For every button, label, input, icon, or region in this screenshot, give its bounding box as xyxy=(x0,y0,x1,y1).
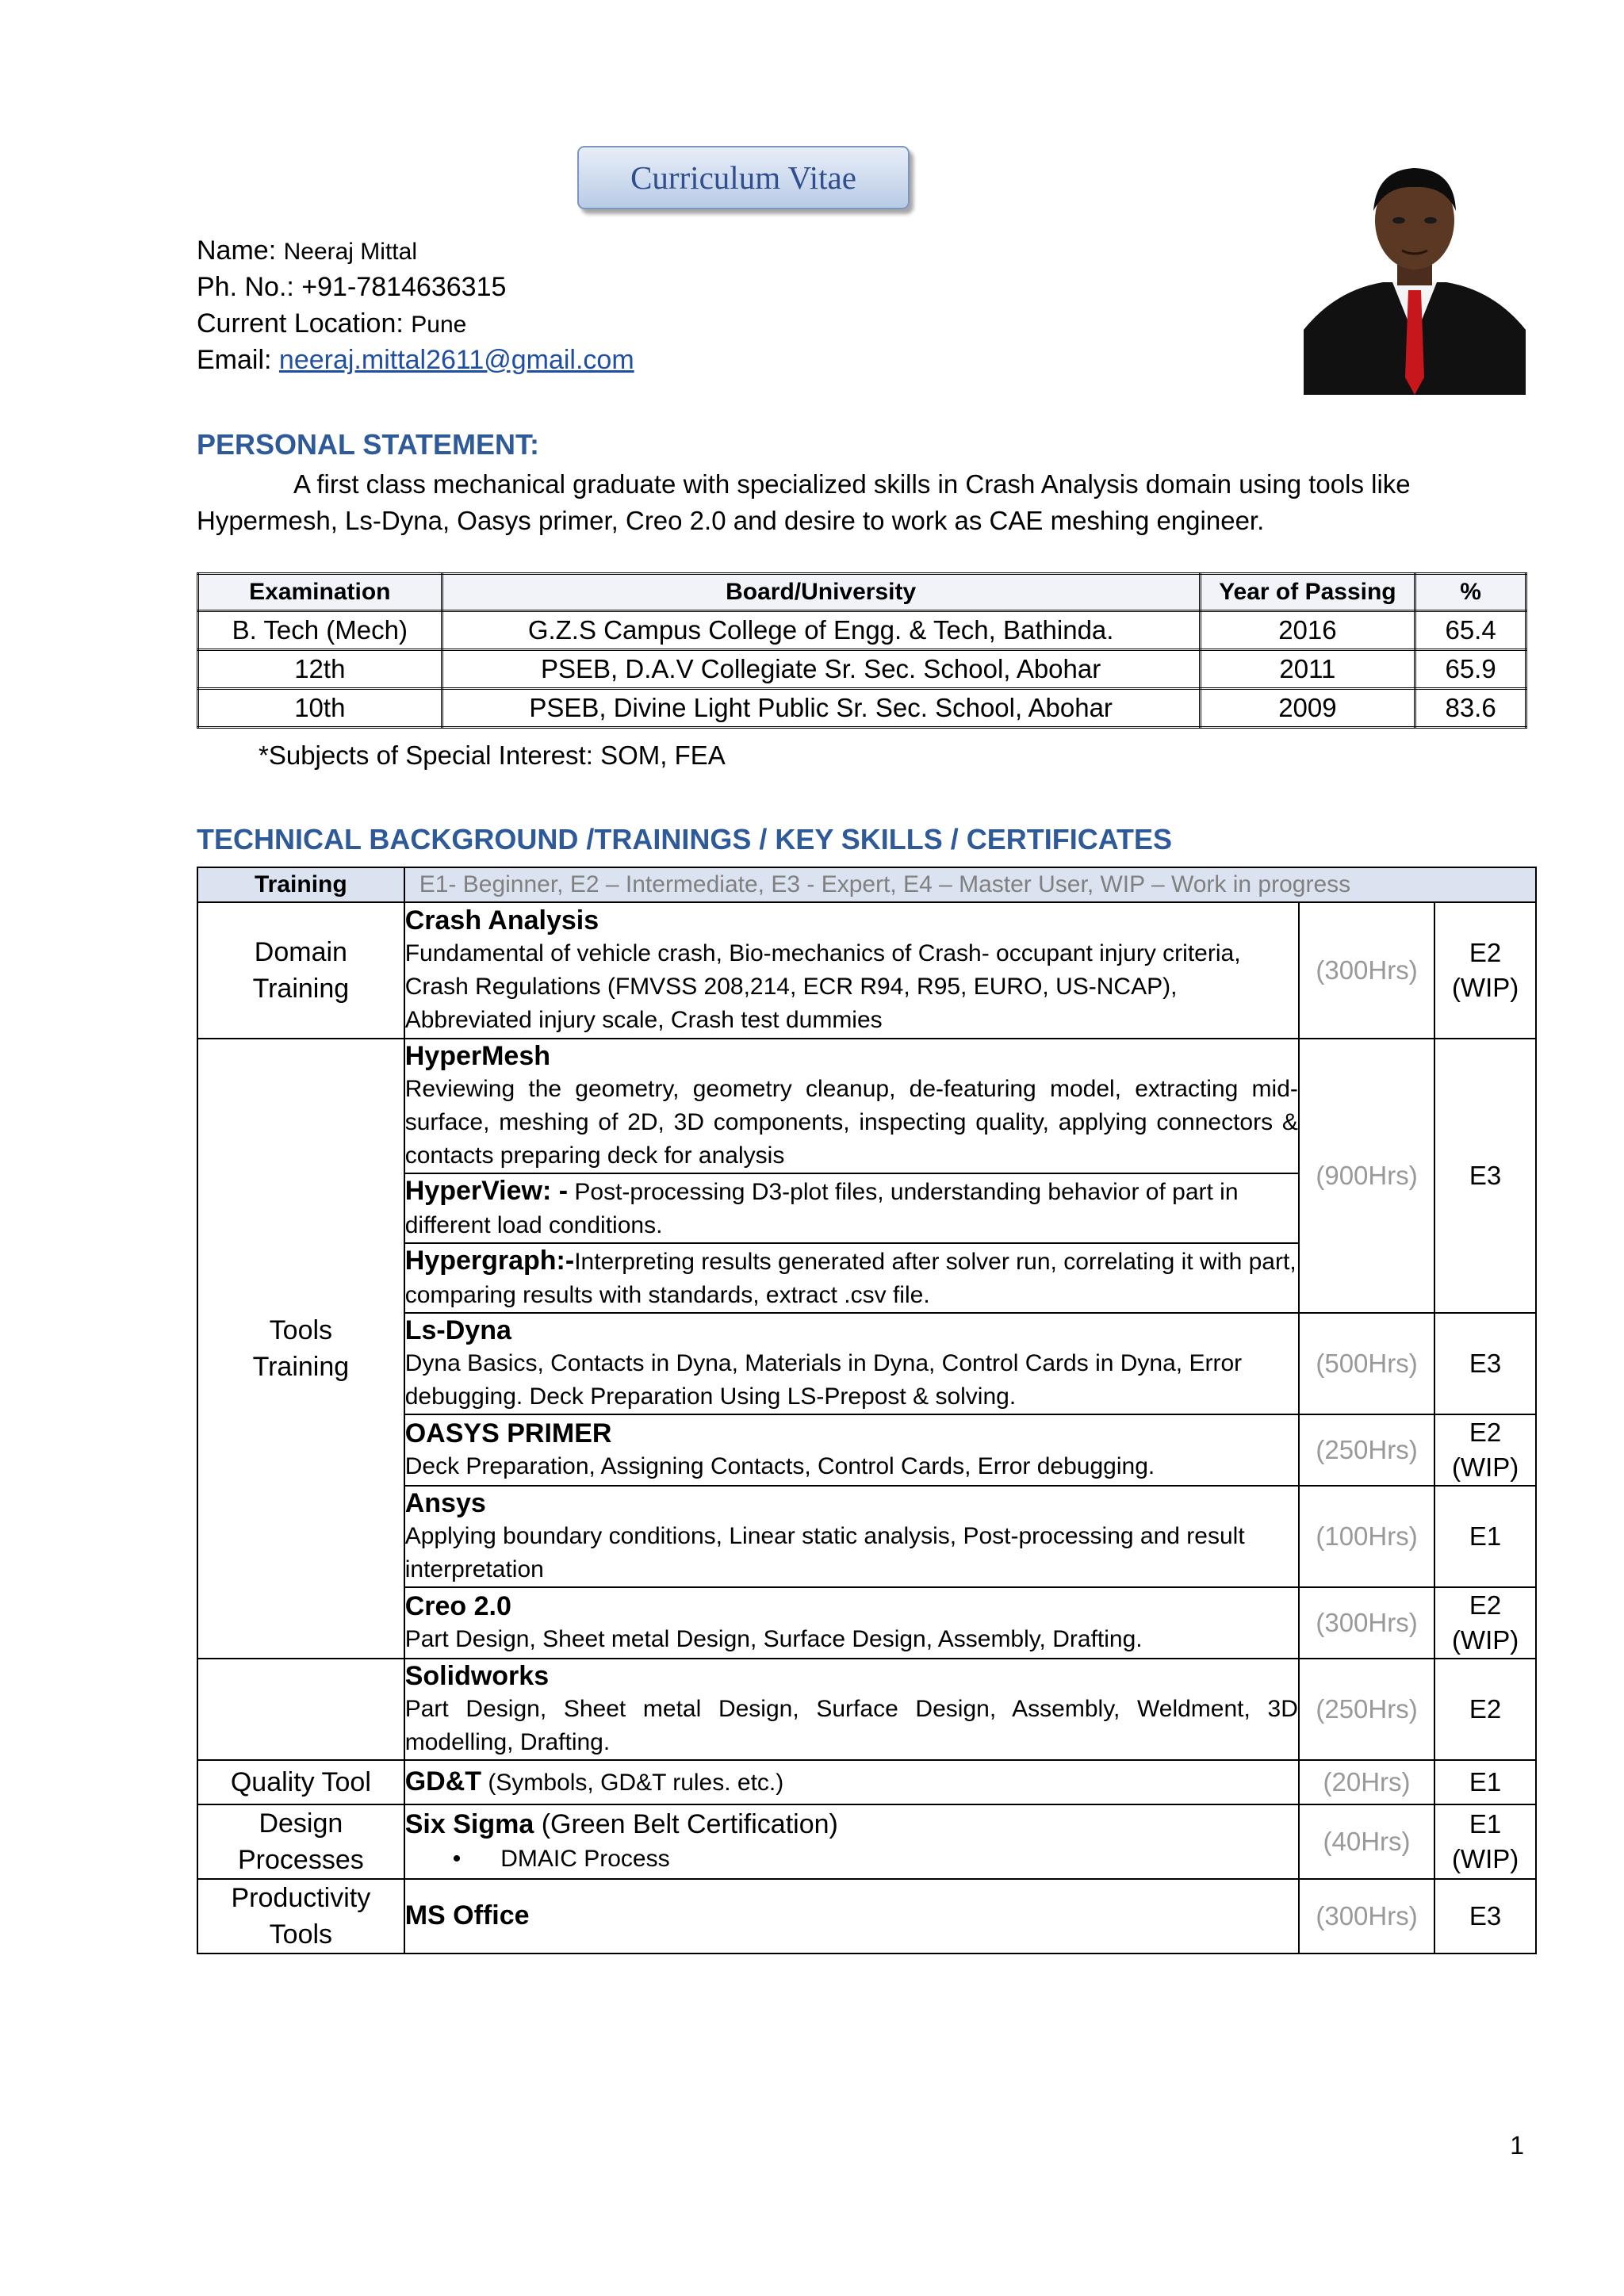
year-cell: 2016 xyxy=(1200,611,1415,650)
ansys-cell xyxy=(404,1486,1299,1587)
crash-analysis-cell xyxy=(404,902,1299,1039)
six-sigma-level: E1 (WIP) xyxy=(1434,1804,1536,1879)
hypermesh-body: Reviewing the geometry, geometry cleanup, de-featuring model, extracting mid-surface, meshing of 2D, 3D components, inspecting quality, applying connectors & contacts preparing deck for analysis xyxy=(404,1076,1298,1169)
technical-header-row xyxy=(197,867,1536,902)
personal-statement-heading: PERSONAL STATEMENT: xyxy=(197,428,540,461)
productivity-tools-category: Productivity Tools xyxy=(197,1879,404,1954)
tools-training-category: Tools Training xyxy=(197,1039,404,1659)
board-cell: G.Z.S Campus College of Engg. & Tech, Bathinda. xyxy=(442,611,1200,650)
name-label: Name: xyxy=(197,235,277,266)
cv-title-box xyxy=(577,146,910,209)
gdt-cell xyxy=(404,1760,1299,1804)
table-row xyxy=(198,650,1526,689)
crash-analysis-body: Fundamental of vehicle crash, Bio-mechanics of Crash- occupant injury criteria, Crash Regulations (FMVSS 208,214, ECR R94, R95, EURO, US-NCAP), Abbreviated injury scale, Crash test dummies xyxy=(404,940,1241,1033)
lsdyna-level: E3 xyxy=(1434,1313,1536,1414)
creo-hours: (300Hrs) xyxy=(1299,1587,1434,1659)
cv-title: Curriculum Vitae xyxy=(630,159,856,196)
creo-body: Part Design, Sheet metal Design, Surface Design, Assembly, Drafting. xyxy=(404,1626,1143,1652)
domain-training-category: Domain Training xyxy=(197,902,404,1039)
oasys-title: OASYS PRIMER xyxy=(404,1418,612,1448)
contact-location xyxy=(197,308,466,341)
creo-cell xyxy=(404,1587,1299,1659)
name-value: Neeraj Mittal xyxy=(283,239,417,265)
hypergraph-title: Hypergraph:- xyxy=(404,1246,575,1276)
six-sigma-cell xyxy=(404,1804,1299,1879)
oasys-hours: (250Hrs) xyxy=(1299,1414,1434,1486)
exam-cell: B. Tech (Mech) xyxy=(198,611,442,650)
gdt-hours: (20Hrs) xyxy=(1299,1760,1434,1804)
hypermesh-row xyxy=(197,1039,1536,1173)
hypergraph-body: Interpreting results generated after solver run, correlating it with part, comparing results with standards, extract .csv file. xyxy=(404,1249,1297,1308)
domain-training-row xyxy=(197,902,1536,1039)
six-sigma-title: Six Sigma xyxy=(404,1809,534,1839)
design-processes-category: Design Processes xyxy=(197,1804,404,1879)
technical-table xyxy=(197,867,1537,1954)
gdt-title: GD&T xyxy=(404,1766,482,1797)
training-header: Training xyxy=(197,867,404,902)
oasys-level: E2 (WIP) xyxy=(1434,1414,1536,1486)
table-row xyxy=(198,689,1526,728)
board-cell: PSEB, D.A.V Collegiate Sr. Sec. School, Abohar xyxy=(442,650,1200,689)
email-label: Email: xyxy=(197,345,272,375)
col-examination: Examination xyxy=(198,574,442,611)
gdt-body: (Symbols, GD&T rules. etc.) xyxy=(481,1770,784,1796)
solidworks-cell xyxy=(404,1659,1299,1760)
phone-label: Ph. No.: xyxy=(197,272,294,302)
personal-statement-text: A first class mechanical graduate with specialized skills in Crash Analysis domain using tools like Hypermesh, Ls-Dyna, Oasys primer, Creo 2.0 and desire to work as CAE meshing engineer. xyxy=(197,469,1411,535)
hyper-level: E3 xyxy=(1434,1039,1536,1313)
solidworks-hours: (250Hrs) xyxy=(1299,1659,1434,1760)
col-percent: % xyxy=(1415,574,1526,611)
board-cell: PSEB, Divine Light Public Sr. Sec. School, Abohar xyxy=(442,689,1200,728)
phone-value: +91-7814636315 xyxy=(301,272,507,302)
solidworks-title: Solidworks xyxy=(404,1661,550,1691)
solidworks-level: E2 xyxy=(1434,1659,1536,1760)
contact-name xyxy=(197,235,417,268)
design-processes-row xyxy=(197,1804,1536,1879)
ansys-hours: (100Hrs) xyxy=(1299,1486,1434,1587)
ansys-body: Applying boundary conditions, Linear static analysis, Post-processing and result interpretation xyxy=(404,1523,1245,1582)
percent-cell: 65.4 xyxy=(1415,611,1526,650)
lsdyna-hours: (500Hrs) xyxy=(1299,1313,1434,1414)
contact-phone xyxy=(197,271,506,303)
education-header-row xyxy=(198,574,1526,611)
creo-level: E2 (WIP) xyxy=(1434,1587,1536,1659)
hypermesh-cell xyxy=(404,1039,1299,1173)
lsdyna-title: Ls-Dyna xyxy=(404,1315,511,1345)
solidworks-category-empty xyxy=(197,1659,404,1760)
creo-title: Creo 2.0 xyxy=(404,1591,511,1621)
page-number: 1 xyxy=(1510,2131,1524,2160)
education-table xyxy=(197,572,1527,729)
technical-heading: TECHNICAL BACKGROUND /TRAININGS / KEY SKILLS / CERTIFICATES xyxy=(197,823,1173,855)
ansys-level: E1 xyxy=(1434,1486,1536,1587)
year-cell: 2011 xyxy=(1200,650,1415,689)
location-value: Pune xyxy=(411,312,467,338)
col-year: Year of Passing xyxy=(1200,574,1415,611)
table-row xyxy=(198,611,1526,650)
dmaic-bullet xyxy=(405,1843,1298,1876)
location-label: Current Location: xyxy=(197,308,404,339)
hyperview-title: HyperView: - xyxy=(404,1176,569,1206)
hypergraph-cell xyxy=(404,1243,1299,1313)
oasys-cell xyxy=(404,1414,1299,1486)
exam-cell: 10th xyxy=(198,689,442,728)
level-legend: E1- Beginner, E2 – Intermediate, E3 - Expert, E4 – Master User, WIP – Work in progress xyxy=(404,867,1536,902)
hyper-hours: (900Hrs) xyxy=(1299,1039,1434,1313)
lsdyna-body: Dyna Basics, Contacts in Dyna, Materials in Dyna, Control Cards in Dyna, Error debugging. Deck Preparation Using LS-Prepost & solving. xyxy=(404,1350,1243,1410)
hypermesh-title: HyperMesh xyxy=(404,1041,551,1071)
oasys-body: Deck Preparation, Assigning Contacts, Control Cards, Error debugging. xyxy=(404,1453,1155,1479)
lsdyna-cell xyxy=(404,1313,1299,1414)
quality-tool-category: Quality Tool xyxy=(197,1760,404,1804)
dmaic-text: DMAIC Process xyxy=(500,1846,670,1872)
gdt-level: E1 xyxy=(1434,1760,1536,1804)
ansys-title: Ansys xyxy=(404,1488,486,1518)
bullet-icon: • xyxy=(452,1846,501,1872)
exam-cell: 12th xyxy=(198,650,442,689)
profile-photo xyxy=(1304,155,1526,395)
hyperview-cell xyxy=(404,1173,1299,1243)
ms-office-title: MS Office xyxy=(404,1900,530,1931)
col-board: Board/University xyxy=(442,574,1200,611)
email-link[interactable]: neeraj.mittal2611@gmail.com xyxy=(278,345,634,375)
crash-analysis-level: E2 (WIP) xyxy=(1434,902,1536,1039)
productivity-tools-row xyxy=(197,1879,1536,1954)
ms-office-hours: (300Hrs) xyxy=(1299,1879,1434,1954)
six-sigma-body: (Green Belt Certification) xyxy=(534,1809,838,1839)
contact-email xyxy=(197,344,634,376)
solidworks-body: Part Design, Sheet metal Design, Surface Design, Assembly, Weldment, 3D modelling, Drafting. xyxy=(404,1696,1298,1755)
percent-cell: 83.6 xyxy=(1415,689,1526,728)
ms-office-level: E3 xyxy=(1434,1879,1536,1954)
year-cell: 2009 xyxy=(1200,689,1415,728)
hyperview-body: Post-processing D3-plot files, understanding behavior of part in different load conditions. xyxy=(404,1179,1239,1238)
crash-analysis-hours: (300Hrs) xyxy=(1299,902,1434,1039)
quality-tool-row xyxy=(197,1760,1536,1804)
ms-office-cell xyxy=(404,1879,1299,1954)
crash-analysis-title: Crash Analysis xyxy=(404,905,599,936)
six-sigma-hours: (40Hrs) xyxy=(1299,1804,1434,1879)
percent-cell: 65.9 xyxy=(1415,650,1526,689)
solidworks-row xyxy=(197,1659,1536,1760)
subjects-note: *Subjects of Special Interest: SOM, FEA xyxy=(259,740,726,770)
